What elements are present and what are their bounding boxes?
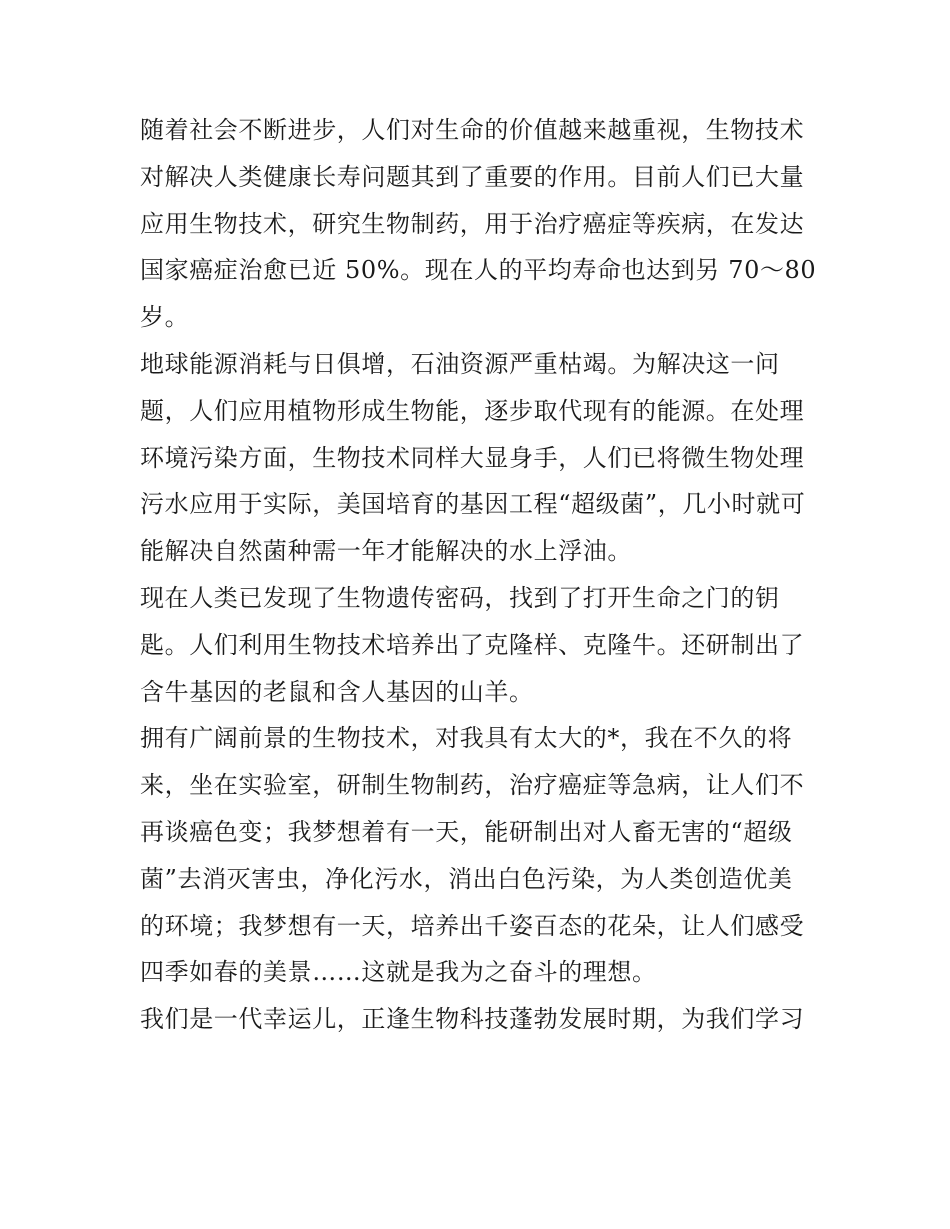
text-line: 对解决人类健康长寿问题其到了重要的作用。目前人们已大量 xyxy=(140,162,805,191)
text-line: 含牛基因的老鼠和含人基因的山羊。 xyxy=(140,677,534,706)
text-line: 拥有广阔前景的生物技术，对我具有太大的*，我在不久的将 xyxy=(140,724,793,753)
text-line: 能解决自然菌种需一年才能解决的水上浮油。 xyxy=(140,537,632,566)
text-line: 环境污染方面，生物技术同样大显身手，人们已将微生物处理 xyxy=(140,443,805,472)
text-line: 匙。人们利用生物技术培养出了克隆样、克隆牛。还研制出了 xyxy=(140,630,805,659)
text-line: 应用生物技术，研究生物制药，用于治疗癌症等疾病，在发达 xyxy=(140,209,805,238)
text-line: 我们是一代幸运儿，正逢生物科技蓬勃发展时期，为我们学习 xyxy=(140,1005,805,1034)
text-line: 题，人们应用植物形成生物能，逐步取代现有的能源。在处理 xyxy=(140,396,805,425)
text-line: 来，坐在实验室，研制生物制药，治疗癌症等急病，让人们不 xyxy=(140,771,805,800)
text-line: 污水应用于实际，美国培育的基因工程“超级菌”，几小时就可 xyxy=(140,490,806,519)
text-line: 再谈癌色变；我梦想着有一天，能研制出对人畜无害的“超级 xyxy=(140,817,793,846)
text-line: 地球能源消耗与日俱增，石油资源严重枯竭。为解决这一问 xyxy=(140,349,780,378)
text-line: 四季如春的美景……这就是我为之奋斗的理想。 xyxy=(140,958,657,987)
text-line: 岁。 xyxy=(140,303,190,332)
document-body xyxy=(140,107,817,1043)
text-line: 随着社会不断进步，人们对生命的价值越来越重视，生物技术 xyxy=(140,116,805,144)
text-line: 的环境；我梦想有一天，培养出千姿百态的花朵，让人们感受 xyxy=(140,911,805,940)
text-line: 国家癌症治愈已近 50%。现在人的平均寿命也达到另 70～80 xyxy=(140,256,817,285)
text-line: 现在人类已发现了生物遗传密码，找到了打开生命之门的钥 xyxy=(140,583,780,612)
text-line: 菌”去消灭害虫，净化污水，消出白色污染，为人类创造优美 xyxy=(140,864,793,893)
